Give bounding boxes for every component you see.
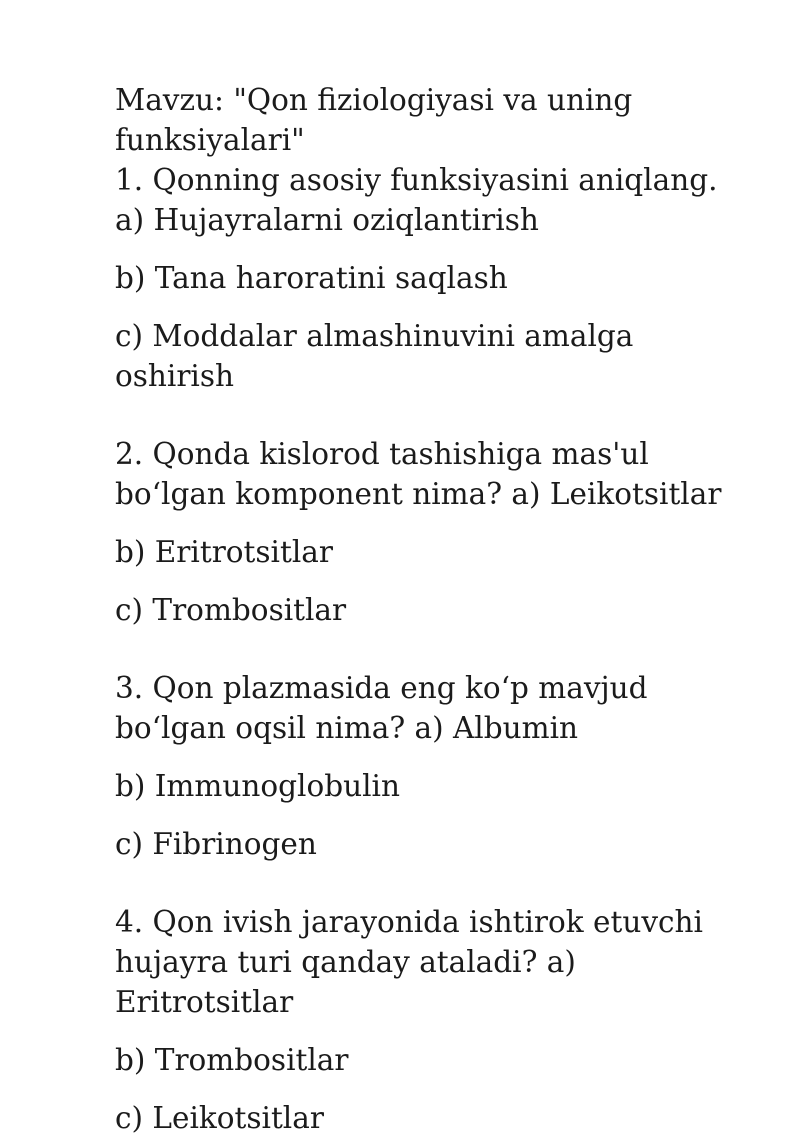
question-3-option-b: b) Immunoglobulin <box>115 769 400 803</box>
question-3-option-c: c) Fibrinogen <box>115 827 317 861</box>
question-1-text: 1. Qonning asosiy funksiyasini aniqlang. a) Hujayralarni oziqlantirish <box>115 163 718 237</box>
question-2-text: 2. Qonda kislorod tashishiga mas'ul boʻlgan komponent nima? a) Leikotsitlar <box>115 437 722 511</box>
document-body <box>115 80 755 1138</box>
page-title: Mavzu: "Qon fiziologiyasi va uning funksiyalari" <box>115 83 633 157</box>
question-4-text: 4. Qon ivish jarayonida ishtirok etuvchi hujayra turi qanday ataladi? a) Eritrotsitlar <box>115 905 703 1019</box>
question-3-text: 3. Qon plazmasida eng koʻp mavjud boʻlgan oqsil nima? a) Albumin <box>115 671 648 745</box>
question-block-4 <box>115 902 755 1138</box>
question-block-3 <box>115 668 755 864</box>
question-4-option-c: c) Leikotsitlar <box>115 1101 324 1135</box>
question-2-option-c: c) Trombositlar <box>115 593 347 627</box>
question-2-option-b: b) Eritrotsitlar <box>115 535 333 569</box>
question-1-option-b: b) Tana haroratini saqlash <box>115 261 508 295</box>
question-block-2 <box>115 434 755 630</box>
question-4-option-b: b) Trombositlar <box>115 1043 349 1077</box>
question-1-option-c: c) Moddalar almashinuvini amalga oshirish <box>115 319 634 393</box>
question-block-1 <box>115 160 755 396</box>
